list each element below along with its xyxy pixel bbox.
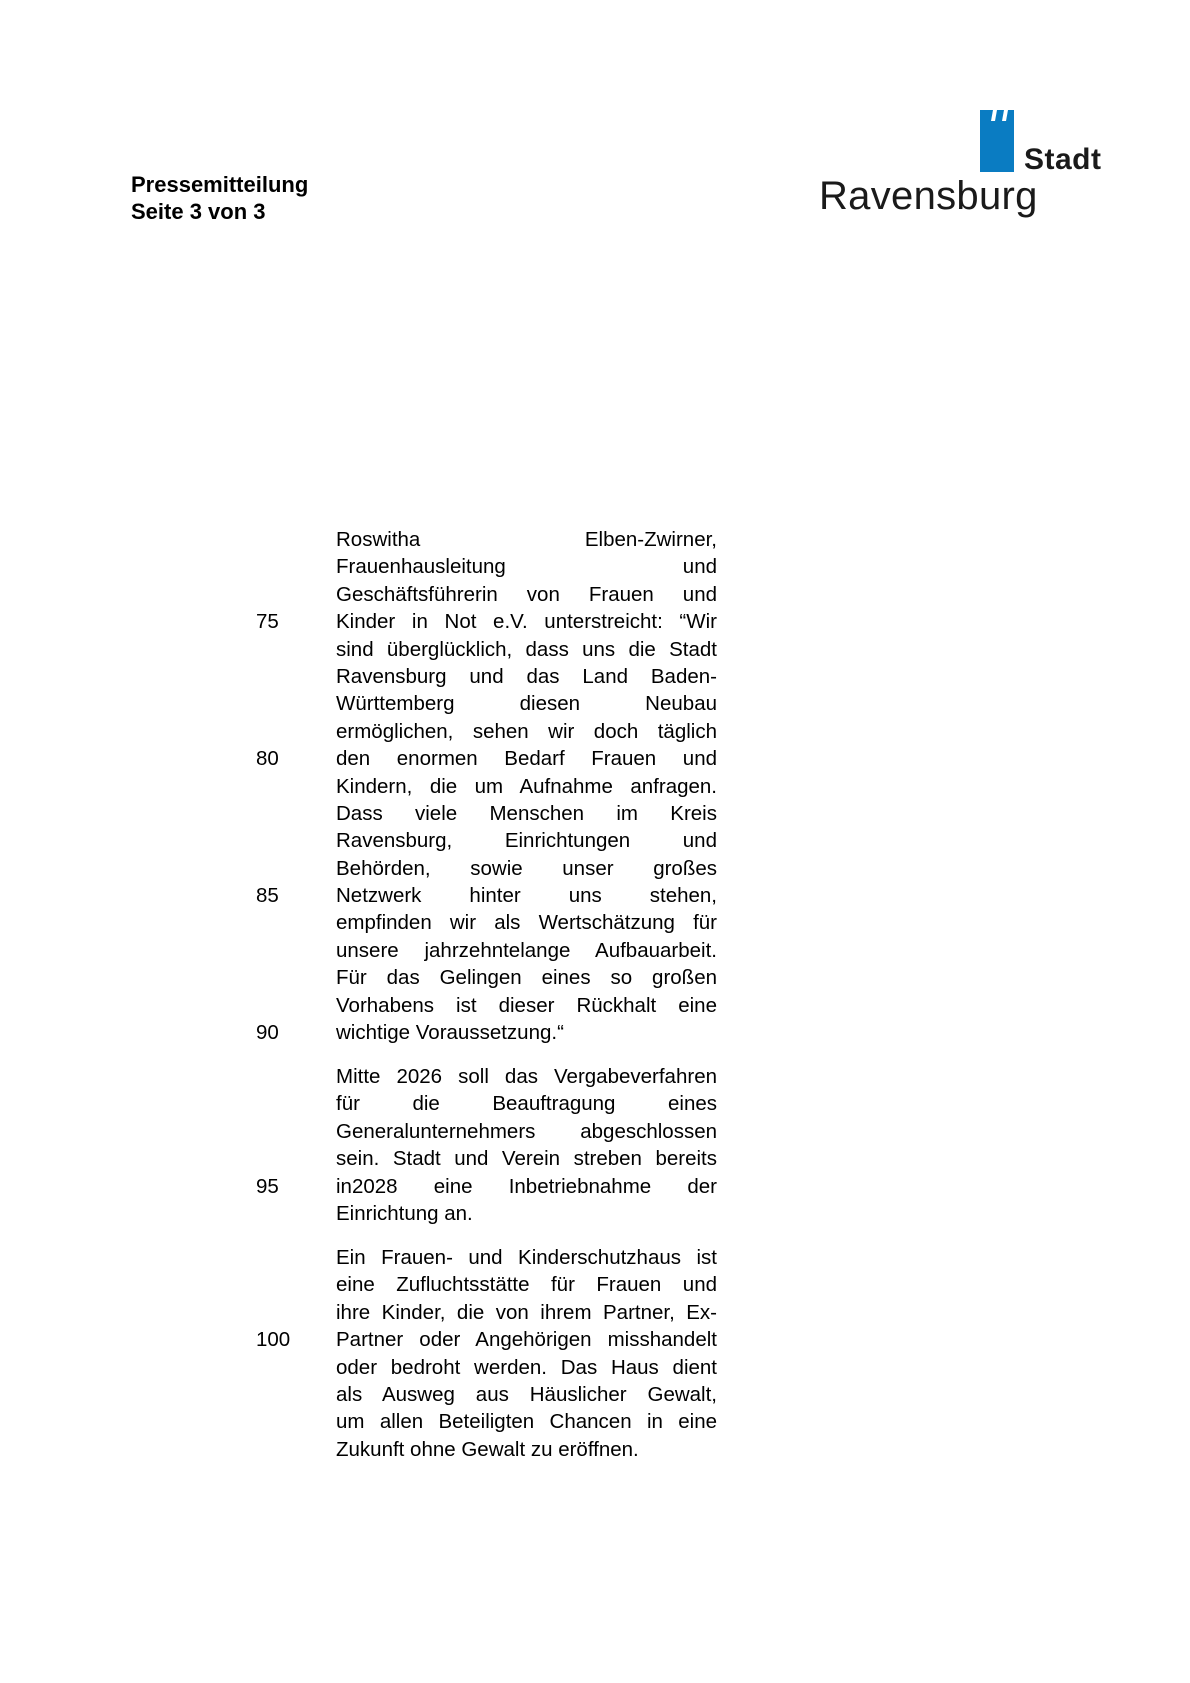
text-line <box>336 1299 717 1326</box>
text-line <box>336 636 717 663</box>
line-text: sein. Stadt und Verein streben bereits <box>336 1147 717 1171</box>
text-line <box>336 964 717 991</box>
line-text: als Ausweg aus Häuslicher Gewalt, <box>336 1382 717 1406</box>
text-line <box>336 526 717 553</box>
text-line <box>336 1244 717 1271</box>
text-line <box>256 1019 717 1046</box>
line-text: in2028 eine Inbetriebnahme der <box>336 1174 717 1198</box>
paragraph <box>256 1244 717 1463</box>
text-line <box>336 553 717 580</box>
line-text: ihre Kinder, die von ihrem Partner, Ex- <box>336 1300 717 1324</box>
line-text: Ein Frauen- und Kinderschutzhaus ist <box>336 1245 717 1269</box>
text-line <box>336 1354 717 1381</box>
line-number: 80 <box>256 747 279 771</box>
text-line <box>256 745 717 772</box>
line-text: Frauenhausleitung und <box>336 555 717 579</box>
line-text: für die Beauftragung eines <box>336 1092 717 1116</box>
line-text: Behörden, sowie unser großes <box>336 856 717 880</box>
line-text: Dass viele Menschen im Kreis <box>336 801 717 825</box>
document-title: Pressemitteilung <box>131 172 309 197</box>
line-number: 95 <box>256 1174 279 1198</box>
line-text: Einrichtung an. <box>336 1201 473 1225</box>
logo-word-ravensburg: Ravensburg <box>819 174 1038 218</box>
text-line <box>336 1118 717 1145</box>
line-text: oder bedroht werden. Das Haus dient <box>336 1355 717 1379</box>
line-text: eine Zufluchtsstätte für Frauen und <box>336 1273 717 1297</box>
line-text: empfinden wir als Wertschätzung für <box>336 911 717 935</box>
line-text: sind überglücklich, dass uns die Stadt <box>336 637 717 661</box>
logo-word-stadt: Stadt <box>1024 143 1102 176</box>
line-text: ermöglichen, sehen wir doch täglich <box>336 719 717 743</box>
line-text: Mitte 2026 soll das Vergabeverfahren <box>336 1065 717 1089</box>
line-text: Zukunft ohne Gewalt zu eröffnen. <box>336 1437 639 1461</box>
text-line <box>336 663 717 690</box>
line-text: Partner oder Angehörigen misshandelt <box>336 1328 717 1352</box>
text-line <box>256 1326 717 1353</box>
text-line <box>336 1408 717 1435</box>
line-text: Kindern, die um Aufnahme anfragen. <box>336 774 717 798</box>
line-text: um allen Beteiligten Chancen in eine <box>336 1410 717 1434</box>
text-line <box>336 1200 717 1227</box>
tower-icon <box>980 110 1016 172</box>
line-text: wichtige Voraussetzung.“ <box>336 1021 564 1045</box>
text-line <box>336 1381 717 1408</box>
line-text: unsere jahrzehntelange Aufbauarbeit. <box>336 938 717 962</box>
text-line <box>336 909 717 936</box>
text-line <box>336 800 717 827</box>
text-line <box>336 1271 717 1298</box>
line-number: 85 <box>256 884 279 908</box>
text-line <box>336 581 717 608</box>
line-text: Ravensburg, Einrichtungen und <box>336 829 717 853</box>
text-line <box>336 690 717 717</box>
line-text: den enormen Bedarf Frauen und <box>336 747 717 771</box>
stadt-ravensburg-logo <box>815 110 1115 225</box>
line-text: Für das Gelingen eines so großen <box>336 966 717 990</box>
text-line <box>336 1063 717 1090</box>
text-line <box>336 1090 717 1117</box>
text-line <box>336 718 717 745</box>
text-line <box>336 827 717 854</box>
text-line <box>336 773 717 800</box>
line-text: Netzwerk hinter uns stehen, <box>336 884 717 908</box>
text-line <box>336 1436 717 1463</box>
line-text: Ravensburg und das Land Baden- <box>336 664 717 688</box>
text-line <box>256 882 717 909</box>
line-number: 75 <box>256 610 279 634</box>
page-indicator: Seite 3 von 3 <box>131 199 266 224</box>
line-text: Roswitha Elben-Zwirner, <box>336 528 717 551</box>
line-number: 100 <box>256 1328 291 1352</box>
line-text: Vorhabens ist dieser Rückhalt eine <box>336 993 717 1017</box>
text-line <box>256 608 717 635</box>
document-header <box>131 171 308 225</box>
text-line <box>336 855 717 882</box>
line-text: Generalunternehmers abgeschlossen <box>336 1119 717 1143</box>
paragraph <box>256 1063 717 1227</box>
line-text: Geschäftsführerin von Frauen und <box>336 582 717 606</box>
line-number: 90 <box>256 1021 279 1045</box>
paragraph <box>256 526 717 1046</box>
text-line <box>256 1173 717 1200</box>
line-text: Württemberg diesen Neubau <box>336 692 717 716</box>
line-text: Kinder in Not e.V. unterstreicht: “Wir <box>336 610 717 634</box>
text-line <box>336 937 717 964</box>
text-line <box>336 992 717 1019</box>
text-line <box>336 1145 717 1172</box>
press-release-body <box>256 526 717 1480</box>
